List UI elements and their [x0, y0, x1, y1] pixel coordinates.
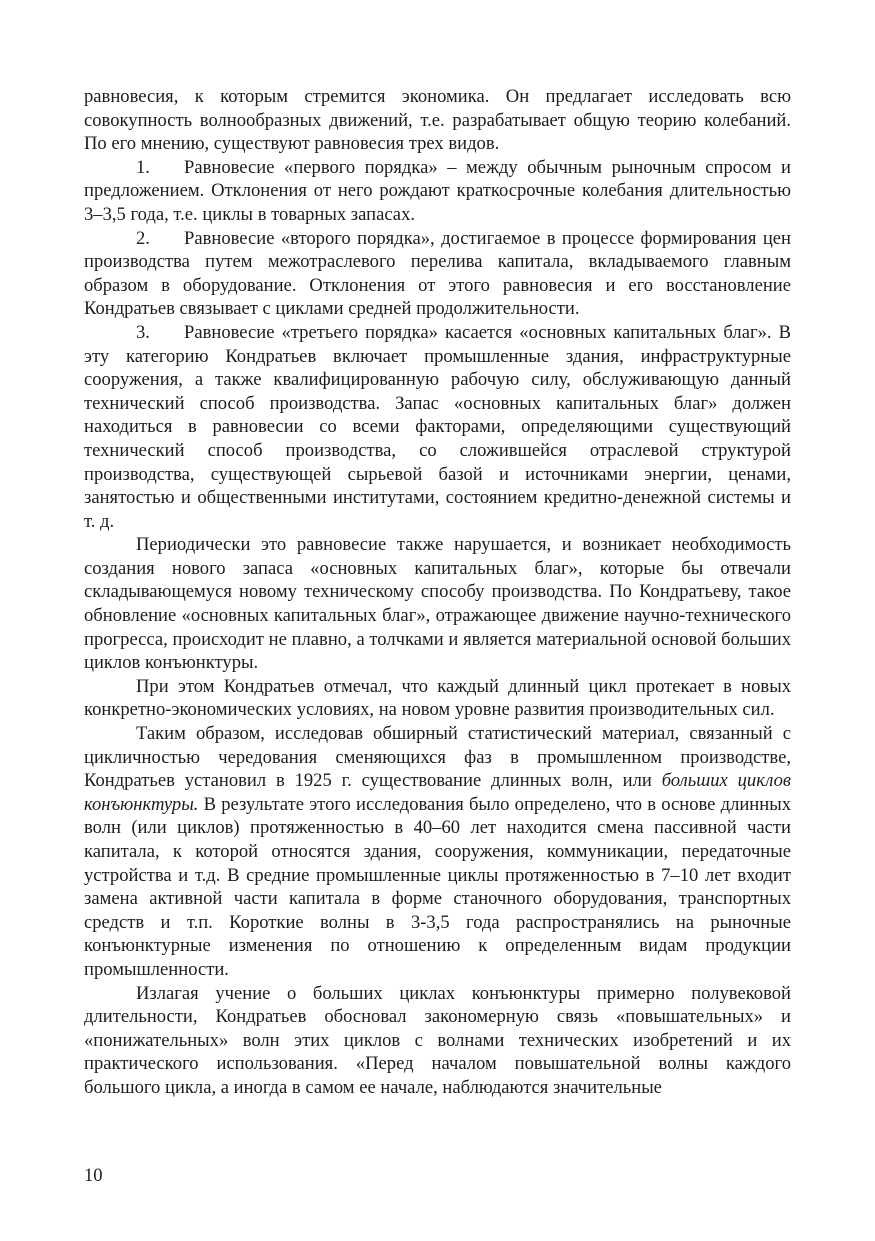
- list-item-text: Равновесие «третьего порядка» касается «основных капитальных благ». В эту категорию Кондратьев включает промышленные здания, инфраструктурные сооружения, а также квалифицированную рабочую силу, обслуживающую данный технический способ производства. Запас «основных капитальных благ» должен находиться в равновесии со всеми факторами, определяющими существующий технический способ производства, со сложившейся отраслевой структурой производства, существующей сырьевой базой и источниками энергии, ценами, занятостью и общественными институтами, состоянием кредитно-денежной системы и т. д.: [84, 321, 791, 532]
- list-item-first-order: [84, 156, 791, 227]
- list-number: 1.: [136, 156, 150, 178]
- paragraph-long-cycle-conditions: При этом Кондратьев отмечал, что каждый длинный цикл протекает в новых конкретно-экономических условиях, на новом уровне развития производительных сил.: [84, 675, 791, 721]
- list-item-third-order: [84, 321, 791, 533]
- text-span: В результате этого исследования было определено, что в основе длинных волн (или циклов) протяженностью в 40–60 лет находится смена пассивной части капитала, к которой относятся здания, сооружения, коммуникации, передаточные устройства и т.д. В средние промышленные циклы протяженностью в 7–10 лет входит замена активной части капитала в форме станочного оборудования, транспортных средств и т.п. Короткие волны в 3-3,5 года распространялись на рыночные конъюнктурные изменения по отношению к определенным видам продукции промышленности.: [84, 793, 791, 980]
- list-number: 3.: [136, 321, 150, 343]
- paragraph-waves-and-inventions: Излагая учение о больших циклах конъюнктуры примерно полувековой длительности, Кондратьев обосновал закономерную связь «повышательных» и «понижательных» волн этих циклов с волнами технических изобретений и их практического использования. «Перед началом повышательной волны каждого большого цикла, а иногда в самом ее начале, наблюдаются значительные: [84, 982, 791, 1098]
- list-item-text: Равновесие «второго порядка», достигаемое в процессе формирования цен производства путем межотраслевого перелива капитала, вкладываемого главным образом в оборудование. Отклонения от этого равновесия и его восстановление Кондратьев связывает с циклами средней продолжительности.: [84, 227, 791, 320]
- list-item-second-order: [84, 227, 791, 321]
- paragraph-kondratiev-findings: [84, 722, 791, 982]
- paragraph-continuation: равновесия, к которым стремится экономика. Он предлагает исследовать всю совокупность волнообразных движений, т.е. разрабатывает общую теорию колебаний. По его мнению, существуют равновесия трех видов.: [84, 86, 791, 155]
- list-number: 2.: [136, 227, 150, 249]
- page-body: [84, 85, 791, 1100]
- text-span: Таким образом, исследовав обширный статистический материал, связанный с цикличностью чередования сменяющихся фаз в промышленном производстве, Кондратьев установил в 1925 г. существование длинных волн, или: [84, 723, 791, 792]
- italic-term: больших циклов конъюнктуры.: [84, 770, 791, 815]
- list-item-text: Равновесие «первого порядка» – между обычным рыночным спросом и предложением. Отклонения от него рождают краткосрочные колебания длительностью 3–3,5 года, т.е. циклы в товарных запасах.: [84, 156, 791, 225]
- page-number: 10: [84, 1165, 103, 1186]
- paragraph-periodic-disruption: Периодически это равновесие также нарушается, и возникает необходимость создания нового запаса «основных капитальных благ», которые бы отвечали складывающемуся новому техническому способу производства. По Кондратьеву, такое обновление «основных капитальных благ», отражающее движение научно-технического прогресса, происходит не плавно, а толчками и является материальной основой больших циклов конъюнктуры.: [84, 534, 791, 674]
